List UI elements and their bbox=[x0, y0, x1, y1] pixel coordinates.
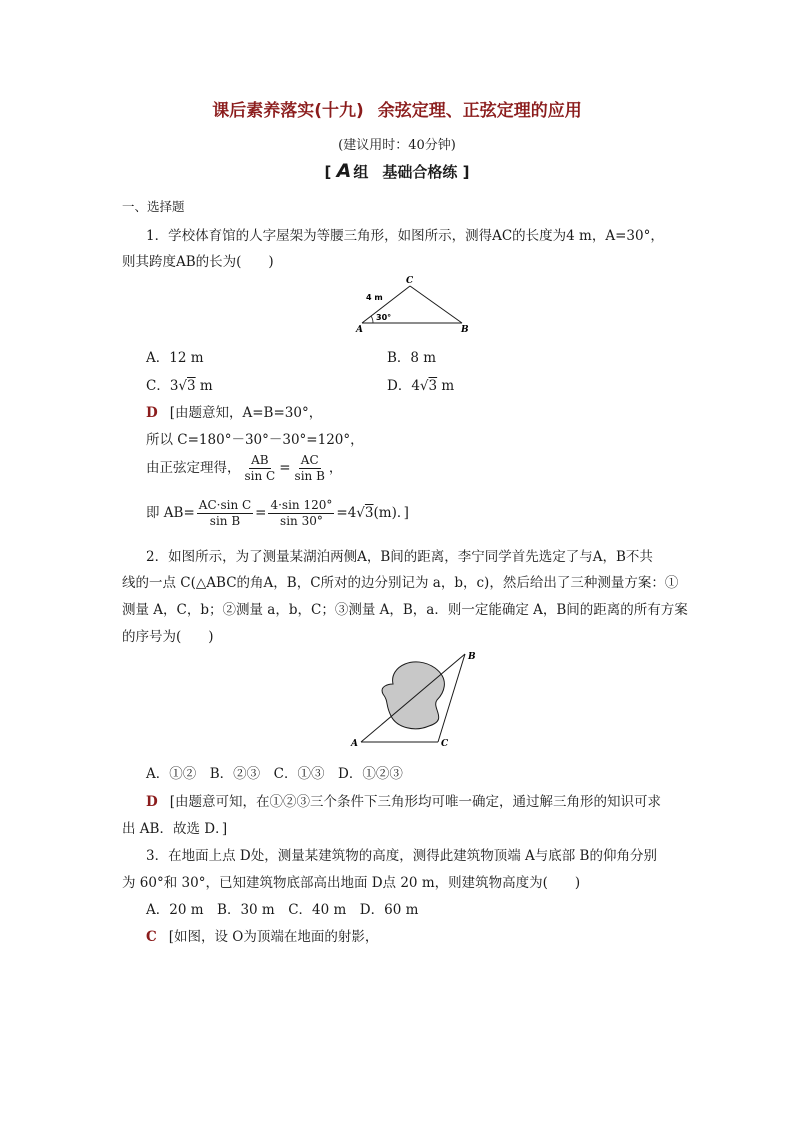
q1-label-side: 4 m bbox=[366, 293, 383, 302]
group-bracket-close: ] bbox=[462, 163, 470, 181]
q2-options: A．①② B．②③ C．①③ D．①②③ bbox=[146, 766, 403, 782]
q2-answer: D bbox=[146, 794, 158, 810]
q3-line-1: 3．在地面上点 D处，测量某建筑物的高度，测得此建筑物顶端 A与底部 B的仰角分别 bbox=[146, 848, 657, 864]
q2-solution-line-2: 出 AB．故选 D．] bbox=[122, 821, 228, 837]
q1-solution-line-3: 由正弦定理得， $\frac{AB}{\text{sin C}}$ = $\frac{AC}{\text{sin B}}$ ， bbox=[146, 453, 343, 483]
q1-option-b: B．8 m bbox=[387, 350, 437, 366]
q2-label-c: C bbox=[441, 739, 449, 749]
title-right: 余弦定理、正弦定理的应用 bbox=[377, 101, 582, 121]
q3-solution-line-1: C [如图，设 O为顶端在地面的射影， bbox=[146, 929, 379, 945]
q2-label-a: A bbox=[351, 739, 358, 749]
q2-side-cb bbox=[438, 654, 465, 742]
group-heading bbox=[0, 160, 794, 182]
q1-line-1: 1．学校体育馆的人字屋架为等腰三角形，如图所示，测得AC的长度为4 m，A=30°， bbox=[146, 228, 664, 244]
q1-solution-line-2: 所以 C=180°－30°－30°=120°， bbox=[146, 432, 364, 448]
q1-side-cb bbox=[410, 286, 462, 323]
group-desc: 基础合格练 bbox=[382, 163, 458, 181]
q1-angle-arc bbox=[371, 316, 373, 323]
section-heading: 一、选择题 bbox=[122, 199, 185, 214]
q1-solution-line-4: 即 AB= $\frac{\text{AC·sin C}}{\text{sin B}}$ = $\frac{4\cdot\sin 120^\circ}{\sin 30^\circ}$ =4√3(m)．] bbox=[146, 498, 409, 528]
group-name: 组 bbox=[353, 163, 369, 181]
q1-option-a: A．12 m bbox=[146, 350, 204, 366]
q3-line-2: 为 60°和 30°，已知建筑物底部高出地面 D点 20 m，则建筑物高度为( ) bbox=[122, 875, 581, 891]
q1-label-b: B bbox=[461, 325, 469, 335]
q1-option-c: C．3√3 m bbox=[146, 378, 213, 394]
q2-lake-shape bbox=[382, 662, 444, 729]
group-letter: A bbox=[336, 160, 352, 182]
q3-answer: C bbox=[146, 929, 157, 945]
q2-line-3: 测量 A，C，b；②测量 a，b，C；③测量 A，B，a．则一定能确定 A，B间的距离的所有方案 bbox=[122, 602, 688, 618]
q1-fraction-ab-sinc: $\frac{AB}{\text{sin C}}$ bbox=[244, 453, 276, 483]
group-bracket-open: [ bbox=[324, 163, 332, 181]
q2-line-1: 2．如图所示，为了测量某湖泊两侧A，B间的距离，李宁同学首先选定了与A，B不共 bbox=[146, 549, 653, 565]
q1-option-d: D．4√3 m bbox=[387, 378, 455, 394]
q2-solution-line-1: D [由题意可知，在①②③三个条件下三角形均可唯一确定，通过解三角形的知识可求 bbox=[146, 794, 661, 810]
q1-label-angle: 30° bbox=[376, 313, 392, 322]
page-subtitle: (建议用时：40分钟) bbox=[338, 138, 456, 153]
q1-label-a: A bbox=[356, 325, 363, 335]
q1-answer: D bbox=[146, 405, 158, 421]
q1-fraction-ac-sinb: $\frac{AC}{\text{sin B}}$ bbox=[294, 453, 325, 483]
q1-triangle-figure bbox=[352, 273, 477, 335]
q1-label-c: C bbox=[406, 276, 414, 286]
q1-fraction-acsinc-sinb: $\frac{\text{AC·sin C}}{\text{sin B}}$ bbox=[198, 498, 252, 528]
title-left: 课后素养落实(十九) bbox=[212, 101, 364, 121]
q2-label-b: B bbox=[468, 652, 476, 662]
q2-lake-figure bbox=[345, 646, 485, 750]
q1-fraction-4sin120-sin30: $\frac{4\cdot\sin 120^\circ}{\sin 30^\circ}$ bbox=[270, 498, 333, 528]
q1-solution-line-1: D [由题意知，A=B=30°， bbox=[146, 405, 323, 421]
q2-line-4: 的序号为( ) bbox=[122, 629, 214, 645]
page-title bbox=[0, 96, 794, 121]
q1-line-2: 则其跨度AB的长为( ) bbox=[122, 254, 274, 270]
q2-line-2: 线的一点 C(△ABC的角A，B，C所对的边分别记为 a，b，c)，然后给出了三种测量方案：① bbox=[122, 575, 679, 591]
q3-options: A．20 m B．30 m C．40 m D．60 m bbox=[146, 902, 419, 918]
